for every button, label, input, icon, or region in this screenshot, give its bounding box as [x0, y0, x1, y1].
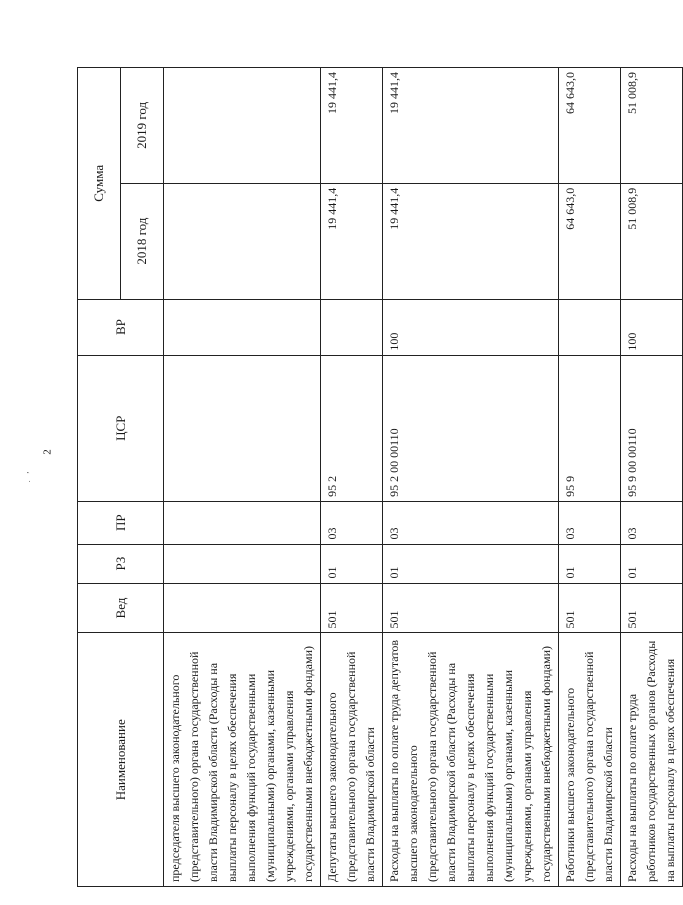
header-vr: ВР — [78, 299, 164, 355]
row-csr: 95 2 — [321, 355, 383, 501]
row-rz: 01 — [321, 544, 383, 583]
row-name: Депутаты высшего законодательного (представительного) органа государственной власти Владимирской области — [321, 633, 383, 887]
row-rz: 01 — [383, 544, 559, 583]
row-csr — [164, 355, 321, 501]
row-sum-2018: 19 441,4 — [321, 183, 383, 299]
scan-artifact-mark: · ʼ — [25, 469, 35, 483]
row-sum-2018: 51 008,9 — [621, 183, 683, 299]
row-ved: 501 — [559, 583, 621, 633]
row-csr: 95 9 00 00110 — [621, 355, 683, 501]
row-sum-2019 — [164, 68, 321, 184]
header-sum: Сумма — [78, 68, 121, 300]
row-csr: 95 9 — [559, 355, 621, 501]
row-ved: 501 — [321, 583, 383, 633]
row-pr: 03 — [383, 501, 559, 544]
row-vr: 100 — [383, 299, 559, 355]
row-rz: 01 — [621, 544, 683, 583]
row-vr — [321, 299, 383, 355]
row-ved — [164, 583, 321, 633]
row-rz — [164, 544, 321, 583]
row-pr: 03 — [559, 501, 621, 544]
row-pr: 03 — [621, 501, 683, 544]
header-year-2018: 2018 год — [121, 183, 164, 299]
row-sum-2019: 64 643,0 — [559, 68, 621, 184]
header-row-1 — [78, 68, 121, 887]
row-ved: 501 — [621, 583, 683, 633]
row-csr: 95 2 00 00110 — [383, 355, 559, 501]
table-container — [77, 67, 677, 887]
row-sum-2018: 19 441,4 — [383, 183, 559, 299]
row-vr: 100 — [621, 299, 683, 355]
row-name: Расходы на выплаты по оплате труда депутатов высшего законодательного (представительного) органа государственной власти Владимирской области (Расходы на выплаты персоналу в целях обеспечения выполнения функций государственными (муниципальными) органами, казенными учреждениями, органами управления государственными внебюджетными фондами) — [383, 633, 559, 887]
row-sum-2018: 64 643,0 — [559, 183, 621, 299]
header-rz: РЗ — [78, 544, 164, 583]
row-rz: 01 — [559, 544, 621, 583]
header-csr: ЦСР — [78, 355, 164, 501]
row-name: председателя высшего законодательного (представительного) органа государственной власти Владимирской области (Расходы на выплаты персоналу в целях обеспечения выполнения функций государственными (муниципальными) органами, казенными учреждениями, органами управления государственными внебюджетными фондами) — [164, 633, 321, 887]
page-number: 2 — [41, 449, 54, 455]
table-row — [559, 68, 621, 887]
table-row — [383, 68, 559, 887]
header-year-2019: 2019 год — [121, 68, 164, 184]
row-ved: 501 — [383, 583, 559, 633]
budget-table — [77, 67, 683, 887]
header-ved: Вед — [78, 583, 164, 633]
header-pr: ПР — [78, 501, 164, 544]
row-name: Работники высшего законодательного (представительного) органа государственной власти Владимирской области — [559, 633, 621, 887]
row-vr — [559, 299, 621, 355]
row-pr: 03 — [321, 501, 383, 544]
row-sum-2018 — [164, 183, 321, 299]
row-sum-2019: 19 441,4 — [321, 68, 383, 184]
table-row — [321, 68, 383, 887]
row-sum-2019: 51 008,9 — [621, 68, 683, 184]
row-sum-2019: 19 441,4 — [383, 68, 559, 184]
table-row — [164, 68, 321, 887]
table-row — [621, 68, 683, 887]
row-name: Расходы на выплаты по оплате труда работников государственных органов (Расходы на выплаты персоналу в целях обеспечения — [621, 633, 683, 887]
header-name: Наименование — [78, 633, 164, 887]
row-pr — [164, 501, 321, 544]
row-vr — [164, 299, 321, 355]
